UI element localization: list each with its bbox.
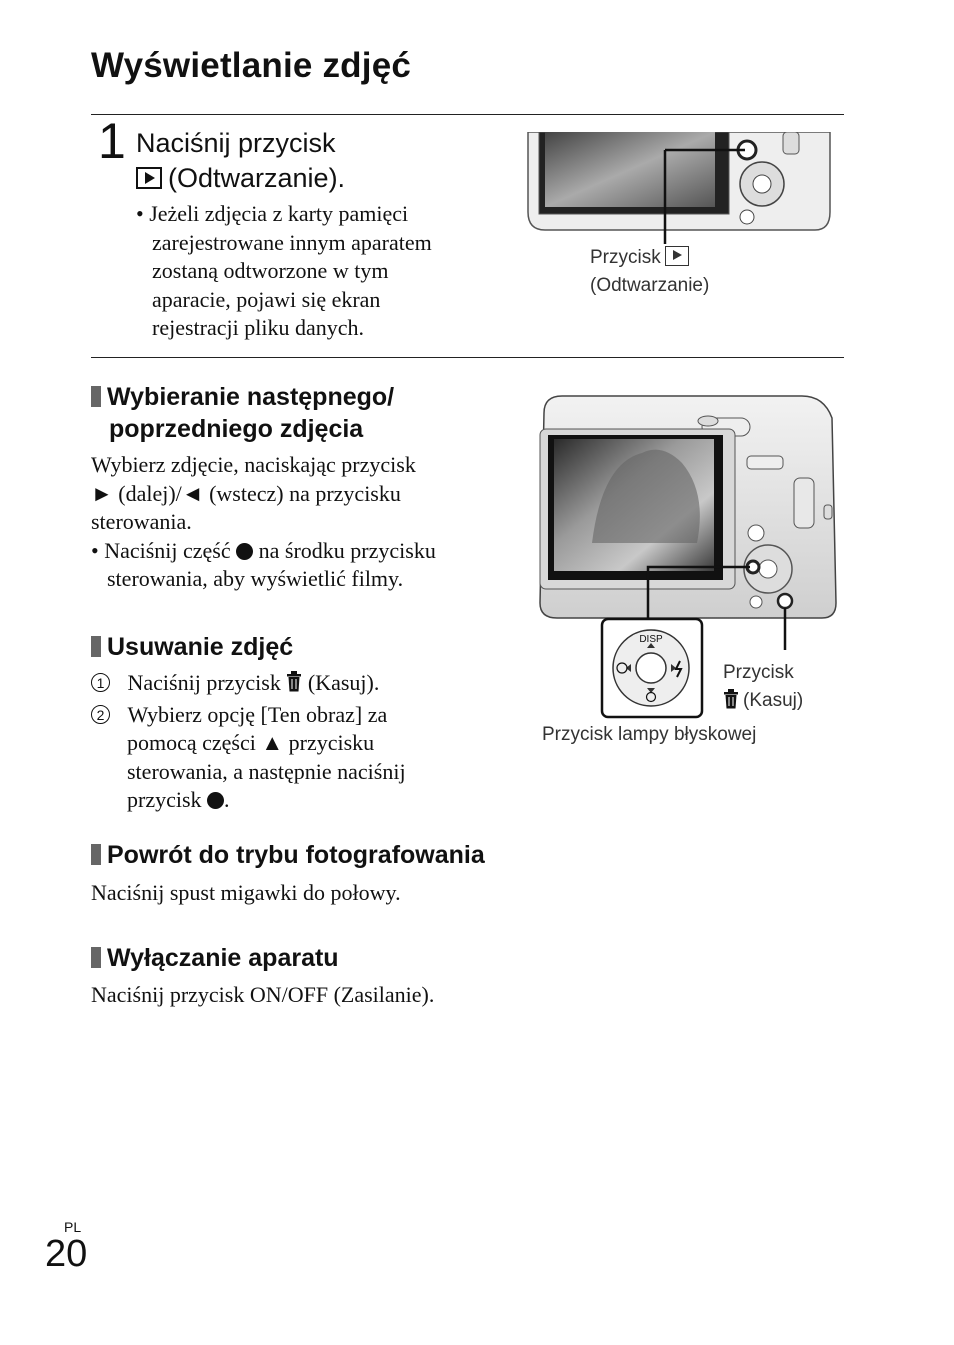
body-line: ► (dalej)/◄ (wstecz) na przycisku — [91, 480, 401, 506]
play-icon — [665, 246, 689, 266]
body-text: na środku przycisku — [258, 537, 436, 563]
note-line: zostaną odtworzone w tym — [152, 258, 389, 284]
caption-text: (Kasuj) — [743, 690, 804, 711]
step-circle-number: 1 — [91, 673, 110, 692]
language-code: PL — [64, 1219, 82, 1235]
heading-text: Usuwanie zdjęć — [107, 633, 294, 661]
divider — [91, 114, 844, 115]
body-text: . — [224, 787, 230, 813]
body-text: przycisk — [127, 787, 202, 813]
section-off-body: Naciśnij przycisk ON/OFF (Zasilanie). — [91, 982, 435, 1007]
section-heading-shoot — [91, 839, 485, 871]
callout-line — [655, 148, 755, 248]
body-line: sterowania. — [91, 509, 192, 535]
section-next-body — [91, 451, 436, 594]
body-text: Naciśnij przycisk — [127, 670, 281, 695]
body-line: sterowania, aby wyświetlić filmy. — [107, 566, 404, 592]
square-bullet-icon — [91, 386, 101, 407]
trash-icon — [286, 671, 302, 700]
section-heading-delete — [91, 631, 293, 663]
body-text: Wybierz opcję [Ten obraz] za — [127, 701, 388, 727]
section-shoot-body: Naciśnij spust migawki do połowy. — [91, 880, 401, 905]
note-line: aparacie, pojawi się ekran — [152, 286, 381, 312]
step-title-line1: Naciśnij przycisk — [136, 128, 336, 158]
control-wheel-closeup — [600, 617, 704, 719]
heading-text: Wybieranie następnego/ — [107, 383, 395, 411]
body-line: Wybierz zdjęcie, naciskając przycisk — [91, 452, 416, 477]
body-line: pomocą części ▲ przycisku — [127, 730, 375, 756]
body-text: • Naciśnij część — [91, 537, 231, 563]
divider — [91, 357, 844, 358]
note-line: zarejestrowane innym aparatem — [152, 229, 432, 255]
square-bullet-icon — [91, 636, 101, 657]
note-line: • Jeżeli zdjęcia z karty pamięci — [136, 201, 409, 226]
step-title-line2: (Odtwarzanie). — [168, 163, 346, 193]
step-title — [136, 126, 345, 196]
center-button-icon — [207, 792, 224, 809]
play-icon — [136, 167, 162, 189]
play-button-caption — [590, 244, 709, 300]
heading-text: Wyłączanie aparatu — [107, 944, 339, 972]
page-title: Wyświetlanie zdjęć — [91, 46, 412, 85]
square-bullet-icon — [91, 844, 101, 865]
caption-text: Przycisk — [590, 247, 661, 268]
trash-icon — [723, 689, 739, 718]
body-text: (Kasuj). — [307, 670, 380, 695]
center-button-icon — [236, 543, 253, 560]
step-circle-number: 2 — [91, 705, 110, 724]
caption-text: Przycisk — [723, 662, 794, 683]
step-number: 1 — [98, 113, 126, 169]
flash-button-caption: Przycisk lampy błyskowej — [542, 724, 757, 745]
note-line: rejestracji pliku danych. — [152, 315, 364, 341]
section-heading-off — [91, 942, 339, 974]
delete-button-caption — [723, 659, 803, 718]
heading-text: poprzedniego zdjęcia — [109, 415, 364, 443]
disp-label: DISP — [639, 634, 663, 645]
section-heading-next — [91, 381, 394, 445]
step1-note — [136, 200, 432, 343]
section-delete-body — [91, 669, 406, 815]
square-bullet-icon — [91, 947, 101, 968]
caption-text: (Odtwarzanie) — [590, 275, 710, 296]
page-number: 20 — [45, 1233, 88, 1275]
heading-text: Powrót do trybu fotografowania — [107, 841, 485, 869]
body-line: sterowania, a następnie naciśnij — [127, 758, 406, 784]
